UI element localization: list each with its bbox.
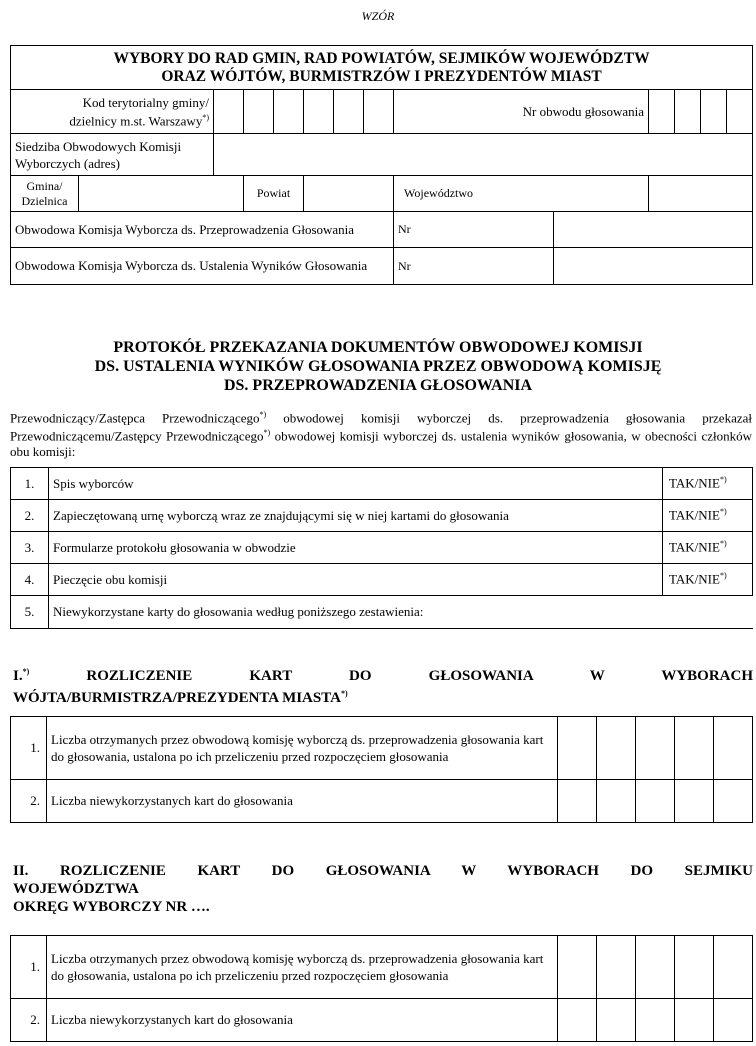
table-row (11, 564, 753, 596)
item-number: 5. (11, 596, 49, 629)
territorial-code-box-3[interactable] (274, 90, 304, 134)
voting-district-box-3[interactable] (701, 90, 727, 134)
territorial-code-box-6[interactable] (364, 90, 394, 134)
item-answer[interactable]: TAK/NIE*) (663, 564, 753, 596)
table-row (11, 596, 753, 629)
item-text: Formularze protokołu głosowania w obwodzie (49, 532, 663, 564)
protocol-title: PROTOKÓŁ PRZEKAZANIA DOKUMENTÓW OBWODOWEJ KOMISJI DS. USTALENIA WYNIKÓW GŁOSOWANIA PRZEZ OBWODOWĄ KOMISJĘ DS. PRZEPROWADZENIA GŁOSOWANIA (94, 339, 662, 394)
table-row (11, 999, 753, 1042)
digit-box-2[interactable] (597, 717, 636, 780)
item-text: Niewykorzystane karty do głosowania według poniższego zestawienia: (49, 596, 753, 629)
voting-district-label: Nr obwodu głosowania (394, 90, 649, 134)
item-number: 4. (11, 564, 49, 596)
election-title-line1: WYBORY DO RAD GMIN, RAD POWIATÓW, SEJMIKÓW WOJEWÓDZTW (113, 49, 650, 67)
committee-address-label: Siedziba Obwodowych Komisji Wyborczych (adres) (11, 134, 214, 176)
digit-box-1[interactable] (558, 780, 597, 823)
item-number: 1. (11, 468, 49, 500)
item-text: Zapieczętowaną urnę wyborczą wraz ze znajdującymi się w niej kartami do głosowania (49, 500, 663, 532)
voting-district-box-4[interactable] (727, 90, 753, 134)
voivodeship-label: Województwo (394, 176, 649, 212)
voivodeship-field[interactable] (649, 176, 753, 212)
county-field[interactable] (304, 176, 394, 212)
digit-box-3[interactable] (636, 936, 675, 999)
row-number: 1. (11, 717, 47, 780)
row-number: 2. (11, 780, 47, 823)
section-1-title: I.*) ROZLICZENIE KART DO GŁOSOWANIA W WYBORACH WÓJTA/BURMISTRZA/PREZYDENTA MIASTA*) (13, 667, 753, 706)
item-text: Pieczęcie obu komisji (49, 564, 663, 596)
item-text: Spis wyborców (49, 468, 663, 500)
digit-box-5[interactable] (714, 999, 753, 1042)
committee-conducting-label: Obwodowa Komisja Wyborcza ds. Przeprowadzenia Głosowania (11, 212, 394, 248)
item-answer[interactable]: TAK/NIE*) (663, 500, 753, 532)
protocol-intro: Przewodniczący/Zastępca Przewodniczącego*) obwodowej komisji wyborczej ds. przeprowadzenia głosowania przekazał Przewodniczącemu/Zastępcy Przewodniczącego*) obwodowej komisji wyborczej ds. ustalenia wyników głosowania, w obecności członków obu komisji: (10, 410, 753, 459)
municipality-label: Gmina/ Dzielnica (11, 176, 79, 212)
table-row (11, 500, 753, 532)
digit-box-4[interactable] (675, 936, 714, 999)
territorial-code-box-4[interactable] (304, 90, 334, 134)
committee-conducting-nr-field[interactable] (554, 212, 753, 248)
digit-box-3[interactable] (636, 717, 675, 780)
committee-address-field[interactable] (214, 134, 753, 176)
section-1-table (10, 716, 753, 823)
digit-box-5[interactable] (714, 936, 753, 999)
election-title (11, 46, 753, 90)
item-answer[interactable]: TAK/NIE*) (663, 468, 753, 500)
committee-conducting-nr-label: Nr (394, 212, 554, 248)
digit-box-4[interactable] (675, 780, 714, 823)
municipality-field[interactable] (79, 176, 244, 212)
section-2-title: II. ROZLICZENIE KART DO GŁOSOWANIA W WYBORACH DO SEJMIKU WOJEWÓDZTWA OKRĘG WYBORCZY NR …. (13, 863, 753, 915)
voting-district-box-1[interactable] (649, 90, 675, 134)
table-row (11, 936, 753, 999)
table-row (11, 532, 753, 564)
digit-box-3[interactable] (636, 999, 675, 1042)
committee-results-nr-field[interactable] (554, 248, 753, 285)
digit-box-4[interactable] (675, 717, 714, 780)
territorial-code-box-2[interactable] (244, 90, 274, 134)
territorial-code-label: Kod terytorialny gminy/ dzielnicy m.st. Warszawy*) (11, 90, 214, 134)
digit-box-3[interactable] (636, 780, 675, 823)
row-label: Liczba otrzymanych przez obwodową komisję wyborczą ds. przeprowadzenia głosowania kart do głosowania, ustalona po ich przeliczeniu przed rozpoczęciem głosowania (47, 717, 558, 780)
row-label: Liczba niewykorzystanych kart do głosowania (47, 780, 558, 823)
item-answer[interactable]: TAK/NIE*) (663, 532, 753, 564)
territorial-code-box-1[interactable] (214, 90, 244, 134)
row-number: 1. (11, 936, 47, 999)
table-row (11, 780, 753, 823)
handover-items-table (10, 467, 753, 629)
template-label: WZÓR (361, 9, 395, 23)
territorial-code-box-5[interactable] (334, 90, 364, 134)
election-header-table (10, 45, 753, 285)
committee-results-nr-label: Nr (394, 248, 554, 285)
row-label: Liczba niewykorzystanych kart do głosowania (47, 999, 558, 1042)
election-title-line2: ORAZ WÓJTÓW, BURMISTRZÓW I PREZYDENTÓW MIAST (161, 67, 602, 85)
digit-box-2[interactable] (597, 936, 636, 999)
digit-box-1[interactable] (558, 717, 597, 780)
table-row (11, 468, 753, 500)
digit-box-1[interactable] (558, 999, 597, 1042)
row-label: Liczba otrzymanych przez obwodową komisję wyborczą ds. przeprowadzenia głosowania kart do głosowania, ustalona po ich przeliczeniu przed rozpoczęciem głosowania (47, 936, 558, 999)
item-number: 2. (11, 500, 49, 532)
digit-box-5[interactable] (714, 780, 753, 823)
digit-box-4[interactable] (675, 999, 714, 1042)
table-row (11, 717, 753, 780)
row-number: 2. (11, 999, 47, 1042)
voting-district-box-2[interactable] (675, 90, 701, 134)
county-label: Powiat (244, 176, 304, 212)
digit-box-1[interactable] (558, 936, 597, 999)
section-2-table (10, 935, 753, 1042)
committee-results-label: Obwodowa Komisja Wyborcza ds. Ustalenia Wyników Głosowania (11, 248, 394, 285)
digit-box-5[interactable] (714, 717, 753, 780)
digit-box-2[interactable] (597, 999, 636, 1042)
digit-box-2[interactable] (597, 780, 636, 823)
item-number: 3. (11, 532, 49, 564)
